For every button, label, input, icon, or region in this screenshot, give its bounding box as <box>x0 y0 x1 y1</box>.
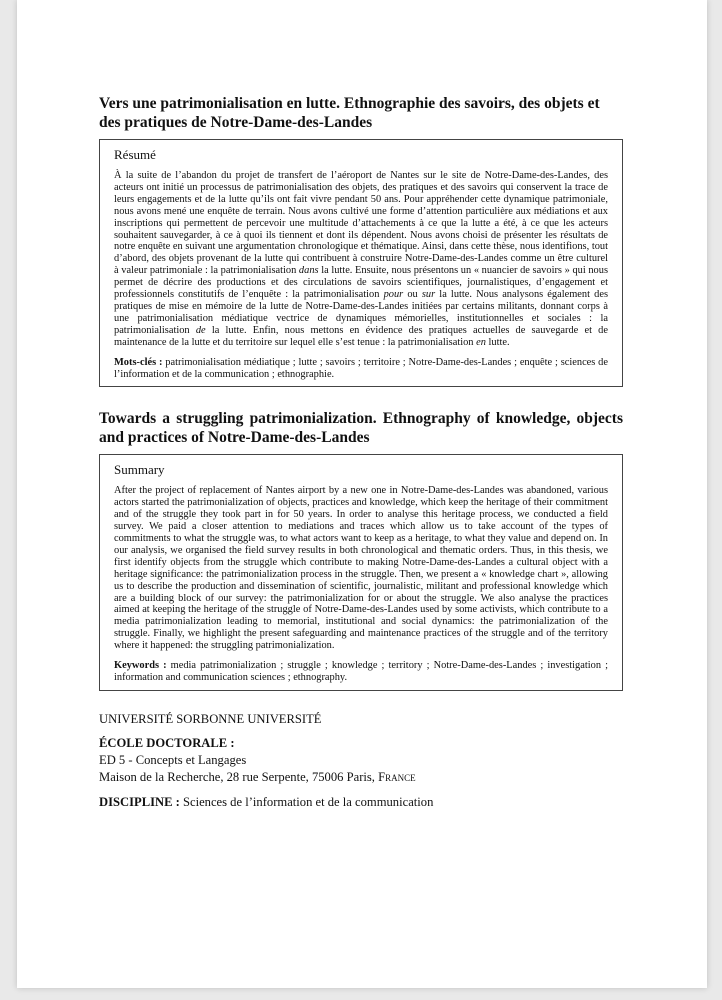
document-page <box>17 0 707 988</box>
english-abstract-box <box>99 454 623 691</box>
english-title: Towards a struggling patrimonialization. Ethnography of knowledge, objects and practices of Notre-Dame-des-Landes <box>99 410 623 447</box>
french-title: Vers une patrimonialisation en lutte. Ethnographie des savoirs, des objets et des pratiques de Notre-Dame-des-Landes <box>99 95 600 131</box>
discipline-line <box>99 794 623 811</box>
abstract-fr-part: la lutte. Nous analysons également des pratiques de mise en mémoire de la lutte de Notre-Dame-des-Landes initiées par certains militants, donnant corps à une patrimonialisation médiatique vectrice de dynamiques mémorielles, institutionnelles et sociales : la patrimonialisation <box>114 289 608 336</box>
address-country: France <box>378 769 416 784</box>
abstract-fr-emphasis: dans <box>298 265 319 277</box>
english-keywords <box>114 660 608 684</box>
institution-info <box>99 711 623 811</box>
keywords-fr-list: patrimonialisation médiatique ; lutte ; savoirs ; territoire ; Notre-Dame-des-Landes ; enquête ; sciences de l’information et de la communication ; ethnographie. <box>114 356 608 380</box>
abstract-fr-part: À la suite de l’abandon du projet de transfert de l’aéroport de Nantes sur le site de Notre-Dame-des-Landes, des acteurs ont initié un processus de patrimonialisation des objets, des pratiques et des savoirs qui conservent la trace de leurs engagements et de la lutte qu’ils ont fait vivre pendant 50 ans. Pour appréhender cette dynamique patrimoniale, nous avons mené une enquête de terrain. Nous avons cultivé une forme d’attention particulière aux médiations et aux inscriptions qui permettent de percevoir une multitude d’attachements à ce que la lutte a été, à ce que les acteurs souhaitent sauvegarder, à ce à quoi ils tiennent et dont ils dépendent. Nous avons choisi de présenter les résultats de notre enquête en suivant une argumentation chronologique et thématique. Ainsi, dans cette thèse, nous identifions, tout d’abord, des objets provenant de la lutte qui contribuent à construire Notre-Dame-des-Landes comme un être culturel à valeur patrimoniale : la patrimonialisation <box>114 170 608 277</box>
abstract-fr-emphasis: sur <box>421 289 436 301</box>
page-content <box>99 94 623 811</box>
abstract-fr-part: la lutte. Enfin, nous mettons en évidence des pratiques actuelles de sauvegarde et de maintenance de la lutte et du territoire sur lequel elle s’est tenue : la patrimonialisation <box>114 324 608 348</box>
spacer <box>99 786 623 794</box>
abstract-fr-part: la lutte. Ensuite, nous présentons un « nuancier de savoirs » qui nous permet de décrire des productions et des circulations de savoirs scientifiques, journalistiques, d’engagement et professionnels constitutifs de l’enquête : la patrimonialisation <box>114 265 608 301</box>
abstract-fr-part: ou <box>403 289 422 301</box>
english-abstract-text: After the project of replacement of Nantes airport by a new one in Notre-Dame-des-Landes was abandoned, various actors started the patrimonialization of objects, practices and knowledge, which keep the heritage of their commitment and of the struggle they took part in for 50 years. In order to analyse this heritage process, we conducted a field survey. We paid a closer attention to mediations and traces which allow us to take account of the types of commitments to what the struggle was, to what actors want to keep as a heritage, to what they value and depend on. In our analysis, we organised the field survey results in both chronological and thematic orders. Thus, in this thesis, we first identify objects from the struggle which contribute to making Notre-Dame-des-Landes a cultural object with a heritage significance: the patrimonialization process in the struggle. Then, we present a « knowledge chart », allowing us to describe the production and dissemination of scientific, journalistic, militant and professional knowledge which are a building block of our survey: the patrimonialization for or about the struggle. We also analyse the practices aimed at keeping the heritage of the struggle of Notre-Dame-des-Landes used by some activists, which contribute to a media patrimonialization leading to memorial, institutional and social dynamics: the patrimonialization of the struggle. Finally, we highlight the present safeguarding and maintenance practices of the struggle and of the territory where it happened: the struggling patrimonialization. <box>114 485 608 652</box>
french-keywords <box>114 357 608 381</box>
discipline-label: DISCIPLINE : <box>99 794 180 809</box>
keywords-en-label: Keywords : <box>114 660 167 672</box>
university-name: UNIVERSITÉ SORBONNE UNIVERSITÉ <box>99 711 322 726</box>
french-abstract-text <box>114 170 608 349</box>
abstract-fr-part: lutte. <box>485 336 510 348</box>
doctoral-school-name: ED 5 - Concepts et Langages <box>99 752 247 767</box>
french-abstract-box <box>99 139 623 387</box>
abstract-fr-emphasis: de <box>195 324 206 336</box>
resume-heading: Résumé <box>114 147 156 162</box>
summary-heading: Summary <box>114 462 165 478</box>
discipline-value: Sciences de l’information et de la communication <box>179 794 434 809</box>
address-line <box>99 769 623 786</box>
abstract-fr-emphasis: en <box>476 336 486 348</box>
address-text: Maison de la Recherche, 28 rue Serpente, 75006 Paris, <box>99 769 379 784</box>
doctoral-school-label: ÉCOLE DOCTORALE : <box>99 735 235 750</box>
abstract-fr-emphasis: pour <box>383 289 404 301</box>
keywords-fr-label: Mots-clés : <box>114 356 163 368</box>
keywords-en-list: media patrimonialization ; struggle ; knowledge ; territory ; Notre-Dame-des-Landes ; investigation ; information and communication sciences ; ethnography. <box>114 660 608 683</box>
